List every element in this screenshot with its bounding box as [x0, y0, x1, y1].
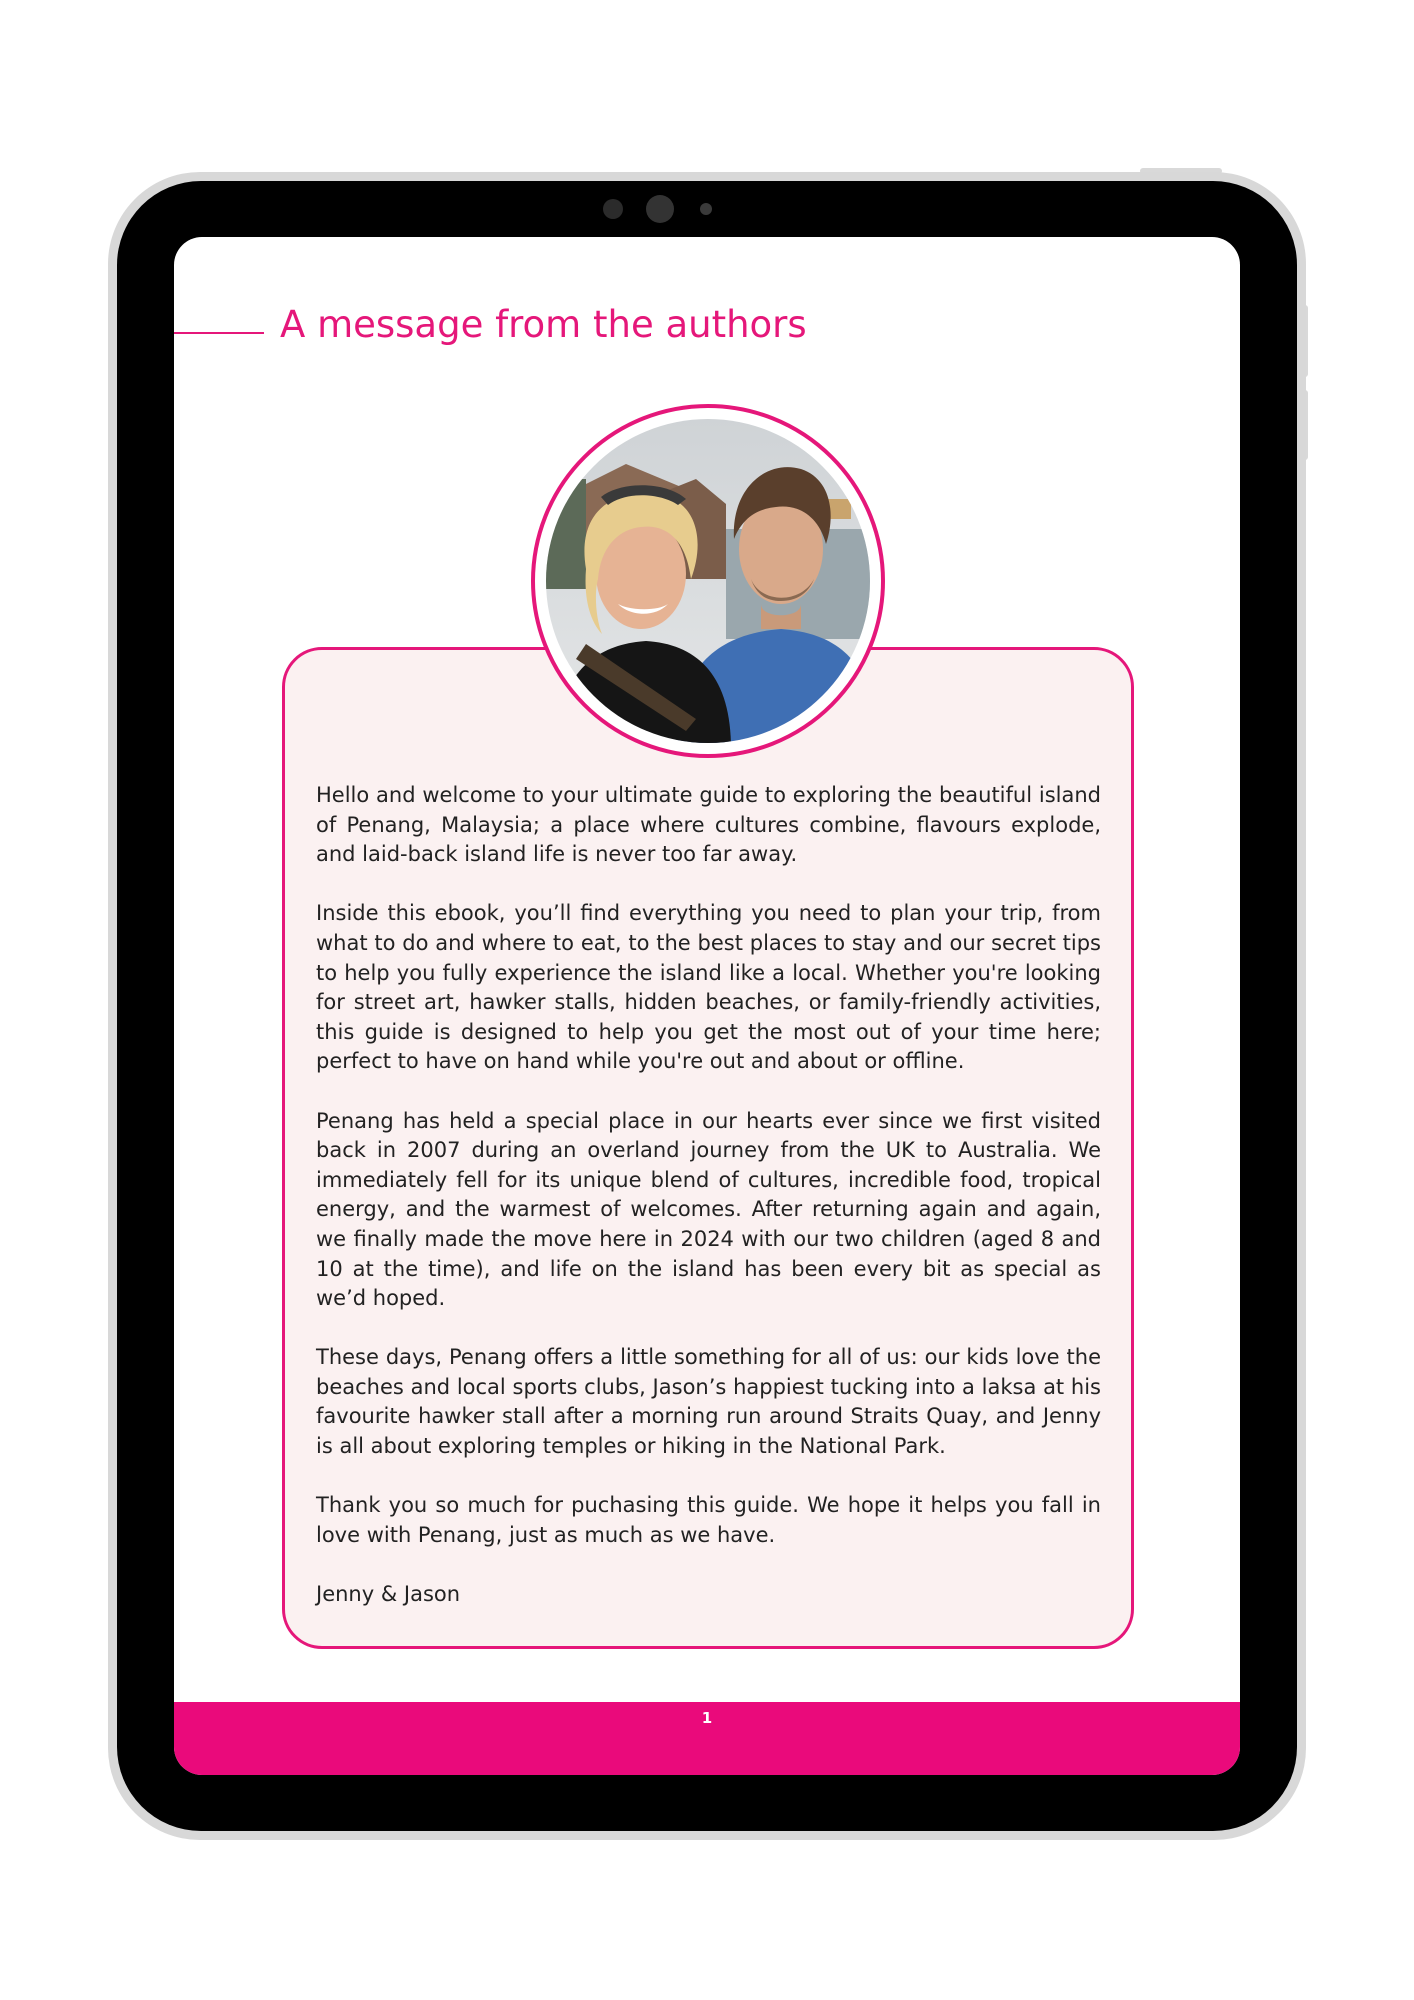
letter-paragraph: These days, Penang offers a little something for all of us: our kids love the beaches and local sports clubs, Jason’s happiest tucking into a laksa at his favourite hawker stall after a morning run around Straits Quay, and Jenny is all about exploring temples or hiking in the National Park.	[316, 1345, 1101, 1459]
camera-lens-icon	[646, 195, 674, 223]
author-photo	[546, 419, 870, 743]
title-rule	[174, 332, 264, 334]
message-card	[282, 647, 1134, 1649]
tablet-screen	[174, 237, 1240, 1775]
page-title: A message from the authors	[280, 303, 807, 346]
page-footer	[174, 1702, 1240, 1775]
letter-signature: Jenny & Jason	[316, 1582, 461, 1607]
author-photo-frame	[531, 404, 885, 758]
letter-body	[316, 781, 1101, 1610]
letter-paragraph: Hello and welcome to your ultimate guide to exploring the beautiful island of Penang, Malaysia; a place where cultures combine, flavours explode, and laid-back island life is never too far away.	[316, 783, 1101, 867]
letter-paragraph: Inside this ebook, you’ll find everything you need to plan your trip, from what to do and where to eat, to the best places to stay and our secret tips to help you fully experience the island like a local. Whether you're looking for street art, hawker stalls, hidden beaches, or family-friendly activities, this guide is designed to help you get the most out of your time here; perfect to have on hand while you're out and about or offline.	[316, 901, 1101, 1074]
sensor-dot-icon	[603, 199, 623, 219]
letter-paragraph: Penang has held a special place in our hearts ever since we first visited back in 2007 during an overland journey from the UK to Australia. We immediately fell for its unique blend of cultures, incredible food, tropical energy, and the warmest of welcomes. After returning again and again, we finally made the move here in 2024 with our two children (aged 8 and 10 at the time), and life on the island has been every bit as special as we’d hoped.	[316, 1108, 1101, 1311]
letter-paragraph: Thank you so much for puchasing this guide. We hope it helps you fall in love with Penang, just as much as we have.	[316, 1493, 1101, 1547]
page-number: 1	[701, 1709, 713, 1727]
light-sensor-icon	[700, 203, 712, 215]
